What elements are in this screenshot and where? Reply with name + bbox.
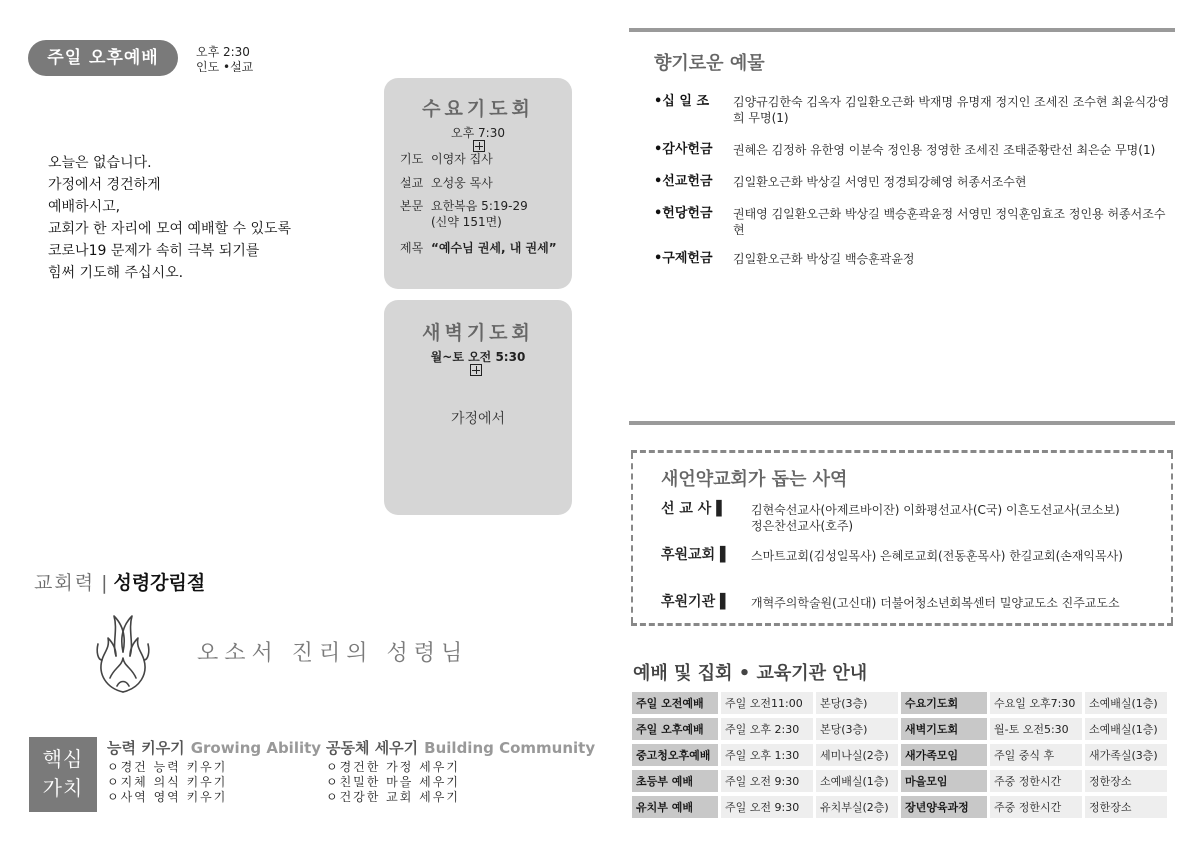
missions-category: 후원기관 ▌: [661, 594, 731, 610]
schedule-cell: 주중 정한시간: [990, 796, 1082, 818]
afternoon-service-time: 오후 2:30: [196, 45, 250, 59]
schedule-cell: 주일 오전 9:30: [721, 796, 813, 818]
offering-type: •선교헌금: [654, 174, 713, 189]
schedule-cell: 주일 오전11:00: [721, 692, 813, 714]
table-row: [632, 770, 1167, 792]
schedule-cell: 주일 중식 후: [990, 744, 1082, 766]
wednesday-row-scripture: [400, 198, 528, 230]
schedule-cell: 정한장소: [1085, 770, 1167, 792]
schedule-cell: 주일 오후 1:30: [721, 744, 813, 766]
offering-donors: 권혜은 김정하 유한영 이분숙 정인용 정영한 조세진 조태준황란선 최은순 무명(1): [733, 143, 1156, 157]
offering-type: •헌당헌금: [654, 206, 713, 221]
schedule-cell: 본당(3층): [816, 692, 898, 714]
schedule-cell: 유치부 예배: [632, 796, 718, 818]
offering-donors: 김일환오근화 박상길 백승훈곽윤정: [733, 252, 915, 266]
core-value-heading: [107, 741, 321, 756]
core-value-item: ㅇ사역 영역 키우기: [107, 790, 228, 804]
missions-row-missionaries: [661, 502, 1120, 534]
offering-row-missions: [654, 174, 1174, 190]
schedule-cell: 새벽기도회: [901, 718, 987, 740]
message-line: 예배하시고,: [48, 199, 121, 215]
core-value-item: ㅇ지체 의식 키우기: [107, 775, 228, 789]
schedule-cell: 마을모임: [901, 770, 987, 792]
afternoon-service-info: [196, 45, 253, 75]
dashed-border-left: [631, 453, 633, 623]
dashed-border-right: [1171, 453, 1173, 623]
schedule-cell: 월-토 오전5:30: [990, 718, 1082, 740]
heading-en: Building Community: [424, 739, 596, 757]
schedule-cell: 수요일 오후7:30: [990, 692, 1082, 714]
core-value-heading: [326, 741, 595, 756]
offering-row-thanksgiving: [654, 142, 1174, 158]
core-value-item: ㅇ건강한 교회 세우기: [326, 790, 460, 804]
row-key: 설교: [400, 176, 424, 190]
row-value: “예수님 권세, 내 권세”: [431, 241, 557, 255]
wednesday-prayer-title: 수요기도회: [422, 98, 534, 120]
table-row: [632, 692, 1167, 714]
wednesday-row-title: [400, 240, 557, 256]
scripture-ref: 요한복음 5:19-29: [431, 199, 528, 213]
schedule-cell: 세미나실(2층): [816, 744, 898, 766]
offering-donors: 김일환오근화 박상길 서영민 정경퇴강혜영 허종서조수현: [733, 175, 1027, 189]
row-value: [431, 198, 528, 230]
divider: |: [101, 572, 108, 594]
table-row: [632, 796, 1167, 818]
core-value-item: ㅇ경건한 가정 세우기: [326, 760, 460, 774]
message-line: 힘써 기도해 주십시오.: [48, 265, 184, 281]
plus-box-icon: [470, 364, 482, 376]
row-key: 제목: [400, 241, 424, 255]
offering-type: •십 일 조: [654, 94, 710, 109]
missions-title: 새언약교회가 돕는 사역: [661, 469, 848, 490]
offering-type: •감사헌금: [654, 142, 713, 157]
schedule-cell: 초등부 예배: [632, 770, 718, 792]
wednesday-row-sermon: [400, 175, 493, 191]
dawn-prayer-card: [384, 300, 572, 515]
schedule-cell: 장년양육과정: [901, 796, 987, 818]
holy-spirit-flame-icon: [92, 608, 154, 694]
wednesday-row-prayer: [400, 151, 493, 167]
dawn-prayer-note: 가정에서: [450, 411, 506, 427]
offerings-title: 향기로운 예물: [654, 53, 765, 74]
core-value-item: ㅇ경건 능력 키우기: [107, 760, 228, 774]
row-value: 이영자 집사: [431, 152, 493, 166]
message-line: 교회가 한 자리에 모여 예배할 수 있도록: [48, 221, 292, 237]
missions-box: [631, 450, 1173, 626]
schedule-cell: 주일 오전예배: [632, 692, 718, 714]
missions-list: 스마트교회(김성일목사) 은혜로교회(전동훈목사) 한길교회(손재익목사): [751, 549, 1123, 563]
offering-donors: 김양규김한숙 김옥자 김일환오근화 박재명 유명재 정지인 조세진 조수현 최윤식강영희 무명(1): [733, 95, 1170, 125]
missions-list: 김현숙선교사(아제르바이잔) 이화평선교사(C국) 이흔도선교사(코소보): [751, 503, 1120, 517]
missions-category: 선 교 사 ▌: [661, 501, 727, 517]
heading-ko: 공동체 세우기: [326, 739, 419, 757]
hymn-title: 오소서 진리의 성령님: [197, 641, 469, 666]
schedule-table: [629, 688, 1170, 822]
core-values-label: 가치: [42, 776, 84, 800]
row-key: 본문: [400, 199, 424, 213]
table-row: [632, 718, 1167, 740]
missions-row-institutions: [661, 595, 1120, 611]
wednesday-prayer-time: 오후 7:30: [451, 126, 505, 140]
schedule-cell: 주일 오후예배: [632, 718, 718, 740]
table-row: [632, 744, 1167, 766]
schedule-cell: 주일 오후 2:30: [721, 718, 813, 740]
afternoon-service-title: 주일 오후예배: [28, 40, 178, 76]
missions-list: 정은찬선교사(호주): [751, 519, 854, 533]
heading-ko: 능력 키우기: [107, 739, 185, 757]
schedule-cell: 수요기도회: [901, 692, 987, 714]
offerings-top-rule: [629, 28, 1175, 32]
message-line: 오늘은 없습니다.: [48, 155, 152, 171]
church-calendar-season: 성령강림절: [113, 572, 206, 594]
missions-category: 후원교회 ▌: [661, 547, 731, 563]
wednesday-prayer-card: [384, 78, 572, 289]
offering-row-relief: [654, 251, 1174, 267]
schedule-cell: 주일 오전 9:30: [721, 770, 813, 792]
schedule-cell: 본당(3층): [816, 718, 898, 740]
schedule-title: 예배 및 집회 • 교육기관 안내: [633, 663, 868, 684]
offering-type: •구제헌금: [654, 251, 713, 266]
schedule-cell: 정한장소: [1085, 796, 1167, 818]
scripture-page: (신약 151면): [431, 215, 502, 229]
schedule-cell: 새가족모임: [901, 744, 987, 766]
row-value: 오성웅 목사: [431, 176, 493, 190]
core-value-growing-ability: [107, 741, 321, 805]
message-line: 코로나19 문제가 속히 극복 되기를: [48, 243, 260, 259]
missions-top-rule: [629, 421, 1175, 425]
schedule-cell: 중고청오후예배: [632, 744, 718, 766]
schedule-cell: 주중 정한시간: [990, 770, 1082, 792]
missions-list: 개혁주의학술원(고신대) 더불어청소년회복센터 밀양교도소 진주교도소: [751, 596, 1120, 610]
dawn-prayer-time: 월~토 오전 5:30: [430, 350, 526, 364]
schedule-cell: 소예배실(1층): [1085, 718, 1167, 740]
core-values-label: 핵심: [42, 747, 84, 771]
heading-en: Growing Ability: [190, 739, 322, 757]
message-line: 가정에서 경건하게: [48, 177, 161, 193]
offering-row-dedication: [654, 206, 1174, 238]
schedule-cell: 소예배실(1층): [1085, 692, 1167, 714]
church-calendar: [34, 568, 205, 595]
afternoon-service-leader: 인도 •설교: [196, 60, 254, 74]
schedule-cell: 유치부실(2층): [816, 796, 898, 818]
church-calendar-label: 교회력: [34, 572, 96, 594]
dawn-prayer-title: 새벽기도회: [422, 322, 534, 344]
row-key: 기도: [400, 152, 424, 166]
offering-donors: 권태영 김일환오근화 박상길 백승훈곽윤정 서영민 정익훈임효조 정인용 허종서조수현: [733, 207, 1166, 237]
core-values-box: [29, 737, 97, 812]
schedule-cell: 새가족실(3층): [1085, 744, 1167, 766]
offering-row-tithe: [654, 94, 1174, 126]
core-value-item: ㅇ친밀한 마을 세우기: [326, 775, 460, 789]
missions-row-churches: [661, 548, 1123, 564]
schedule-cell: 소예배실(1층): [816, 770, 898, 792]
pastoral-message: [48, 152, 291, 284]
core-value-building-community: [326, 741, 595, 805]
